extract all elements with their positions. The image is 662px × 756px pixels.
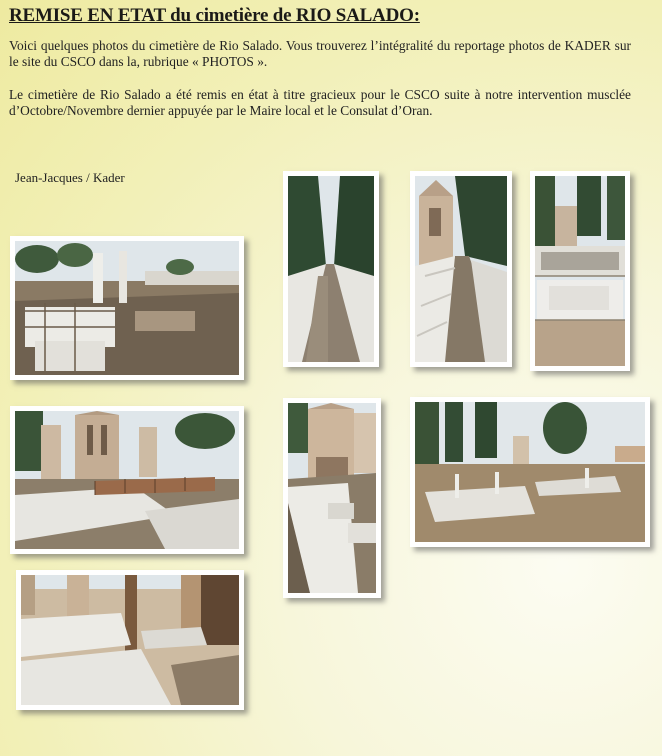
cypress-alley-photo <box>283 171 379 367</box>
chapel-alley-photo <box>410 171 512 367</box>
restored-graves-photo <box>10 406 244 554</box>
page-title: REMISE EN ETAT du cimetière de RIO SALADO: <box>9 5 420 26</box>
chapel-tombs-photo <box>283 398 381 598</box>
cemetery-wide-view-photo <box>410 397 650 547</box>
intro-paragraph: Voici quelques photos du cimetière de Rio Salado. Vous trouverez l’intégralité du reportage photos de KADER sur le site du CSCO dans la, rubrique « PHOTOS ». <box>9 38 631 69</box>
author-credit: Jean-Jacques / Kader <box>15 170 125 185</box>
restoration-paragraph: Le cimetière de Rio Salado a été remis en état à titre gracieux pour le CSCO suite à notre intervention musclée d’Octobre/Novembre dernier appuyée par le Maire local et le Consulat d’Oran. <box>9 87 631 118</box>
white-tomb-slabs-photo <box>16 570 244 710</box>
cemetery-overview-photo <box>10 236 244 380</box>
tomb-rows-photo <box>530 171 630 371</box>
